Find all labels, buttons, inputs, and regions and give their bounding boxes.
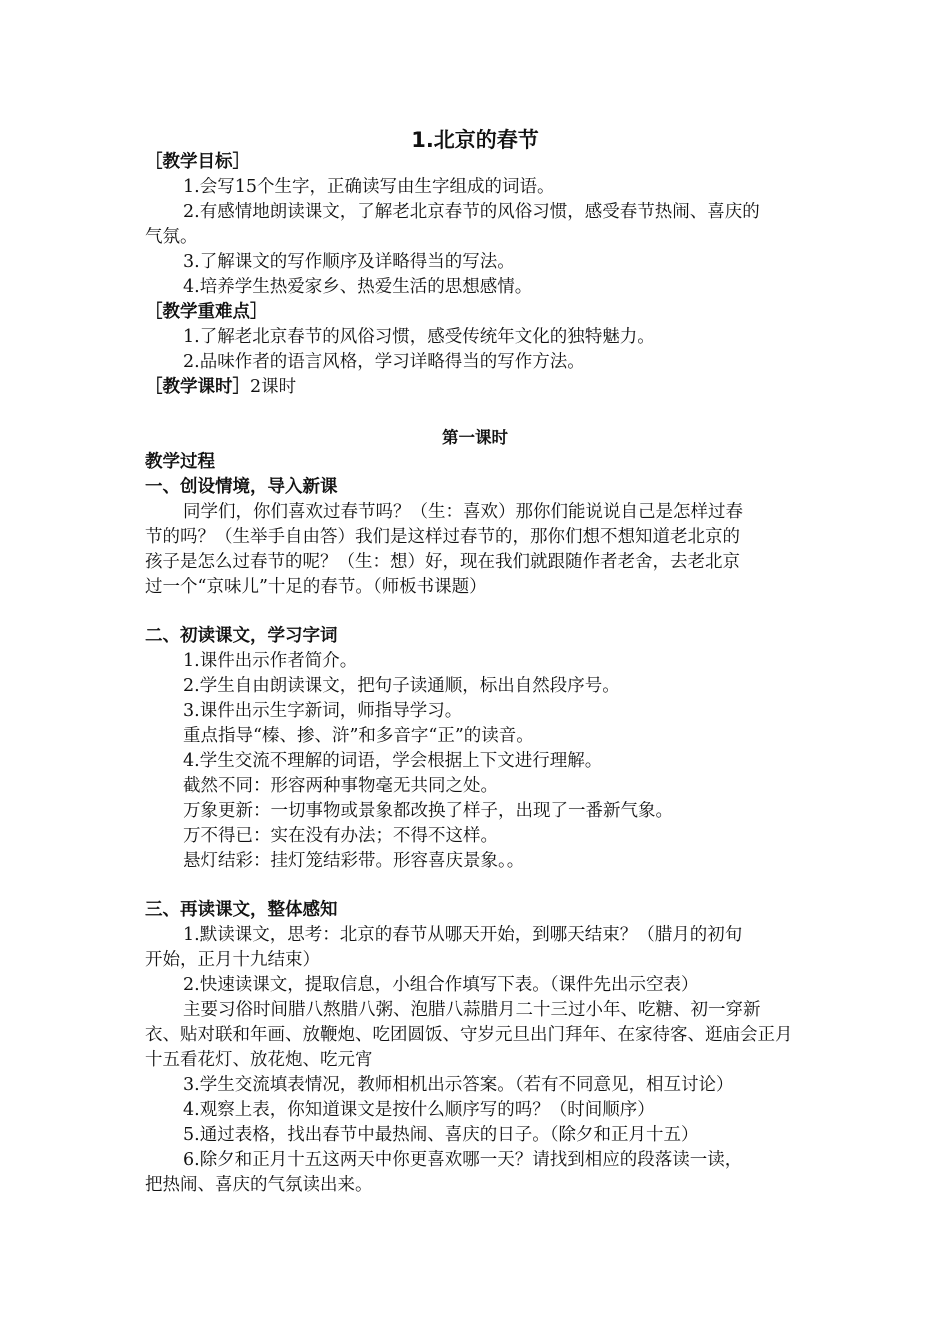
key-point-2: 2.品味作者的语言风格，学习详略得当的写作方法。: [183, 352, 585, 372]
section2-heading: 二、初读课文，学习字词: [145, 626, 338, 646]
document-title: 1.北京的春节: [411, 128, 539, 152]
section2-line: 截然不同：形容两种事物毫无共同之处。: [183, 776, 498, 796]
section3-line: 衣、贴对联和年画、放鞭炮、吃团圆饭、守岁元旦出门拜年、在家待客、逛庙会正月: [145, 1025, 793, 1045]
section3-line: 把热闹、喜庆的气氛读出来。: [145, 1175, 373, 1195]
objective-3: 3.了解课文的写作顺序及详略得当的写法。: [183, 252, 515, 272]
section2-line: 万象更新：一切事物或景象都改换了样子，出现了一番新气象。: [183, 801, 673, 821]
hours-value: 2课时: [250, 377, 297, 397]
section3-line: 2.快速读课文，提取信息，小组合作填写下表。（课件先出示空表）: [183, 975, 699, 995]
section3-line: 开始，正月十九结束）: [145, 950, 320, 970]
section2-line: 2.学生自由朗读课文，把句子读通顺，标出自然段序号。: [183, 676, 620, 696]
section3-line: 主要习俗时间腊八熬腊八粥、泡腊八蒜腊月二十三过小年、吃糖、初一穿新: [183, 1000, 761, 1020]
section2-line: 4.学生交流不理解的词语，学会根据上下文进行理解。: [183, 751, 603, 771]
section2-line: 3.课件出示生字新词，师指导学习。: [183, 701, 463, 721]
section1-line: 同学们，你们喜欢过春节吗？（生：喜欢）那你们能说说自己是怎样过春: [183, 502, 743, 522]
section3-line: 十五看花灯、放花炮、吃元宵: [145, 1050, 373, 1070]
section3-line: 6.除夕和正月十五这两天中你更喜欢哪一天？请找到相应的段落读一读，: [183, 1150, 743, 1170]
section3-heading: 三、再读课文，整体感知: [145, 900, 338, 920]
section1-line: 孩子是怎么过春节的呢？（生：想）好，现在我们就跟随作者老舍，去老北京: [145, 552, 740, 572]
section3-line: 3.学生交流填表情况，教师相机出示答案。（若有不同意见，相互讨论）: [183, 1075, 734, 1095]
process-heading: 教学过程: [145, 452, 215, 472]
section2-line: 重点指导“榛、掺、浒”和多音字“正”的读音。: [183, 726, 534, 746]
objectives-heading: ［教学目标］: [145, 152, 250, 172]
key-points-heading: ［教学重难点］: [145, 302, 268, 322]
objective-4: 4.培养学生热爱家乡、热爱生活的思想感情。: [183, 277, 533, 297]
hours-line: [145, 375, 296, 399]
section2-line: 1.课件出示作者简介。: [183, 651, 358, 671]
section2-line: 万不得已：实在没有办法；不得不这样。: [183, 826, 498, 846]
objective-1: 1.会写15个生字，正确读写由生字组成的词语。: [183, 177, 555, 197]
hours-heading: ［教学课时］: [145, 377, 250, 397]
objective-2: 2.有感情地朗读课文，了解老北京春节的风俗习惯，感受春节热闹、喜庆的: [183, 202, 760, 222]
section1-line: 节的吗？（生举手自由答）我们是这样过春节的，那你们想不想知道老北京的: [145, 527, 740, 547]
objective-2-cont: 气氛。: [145, 227, 198, 247]
section1-heading: 一、创设情境，导入新课: [145, 477, 338, 497]
section3-line: 4.观察上表，你知道课文是按什么顺序写的吗？（时间顺序）: [183, 1100, 655, 1120]
section2-line: 悬灯结彩：挂灯笼结彩带。形容喜庆景象。。: [183, 851, 525, 871]
section3-line: 5.通过表格，找出春节中最热闹、喜庆的日子。（除夕和正月十五）: [183, 1125, 699, 1145]
lesson-title: 第一课时: [442, 428, 508, 447]
section1-line: 过一个“京味儿”十足的春节。（师板书课题）: [145, 577, 487, 597]
section3-line: 1.默读课文，思考：北京的春节从哪天开始，到哪天结束？（腊月的初旬: [183, 925, 743, 945]
key-point-1: 1.了解老北京春节的风俗习惯，感受传统年文化的独特魅力。: [183, 327, 655, 347]
